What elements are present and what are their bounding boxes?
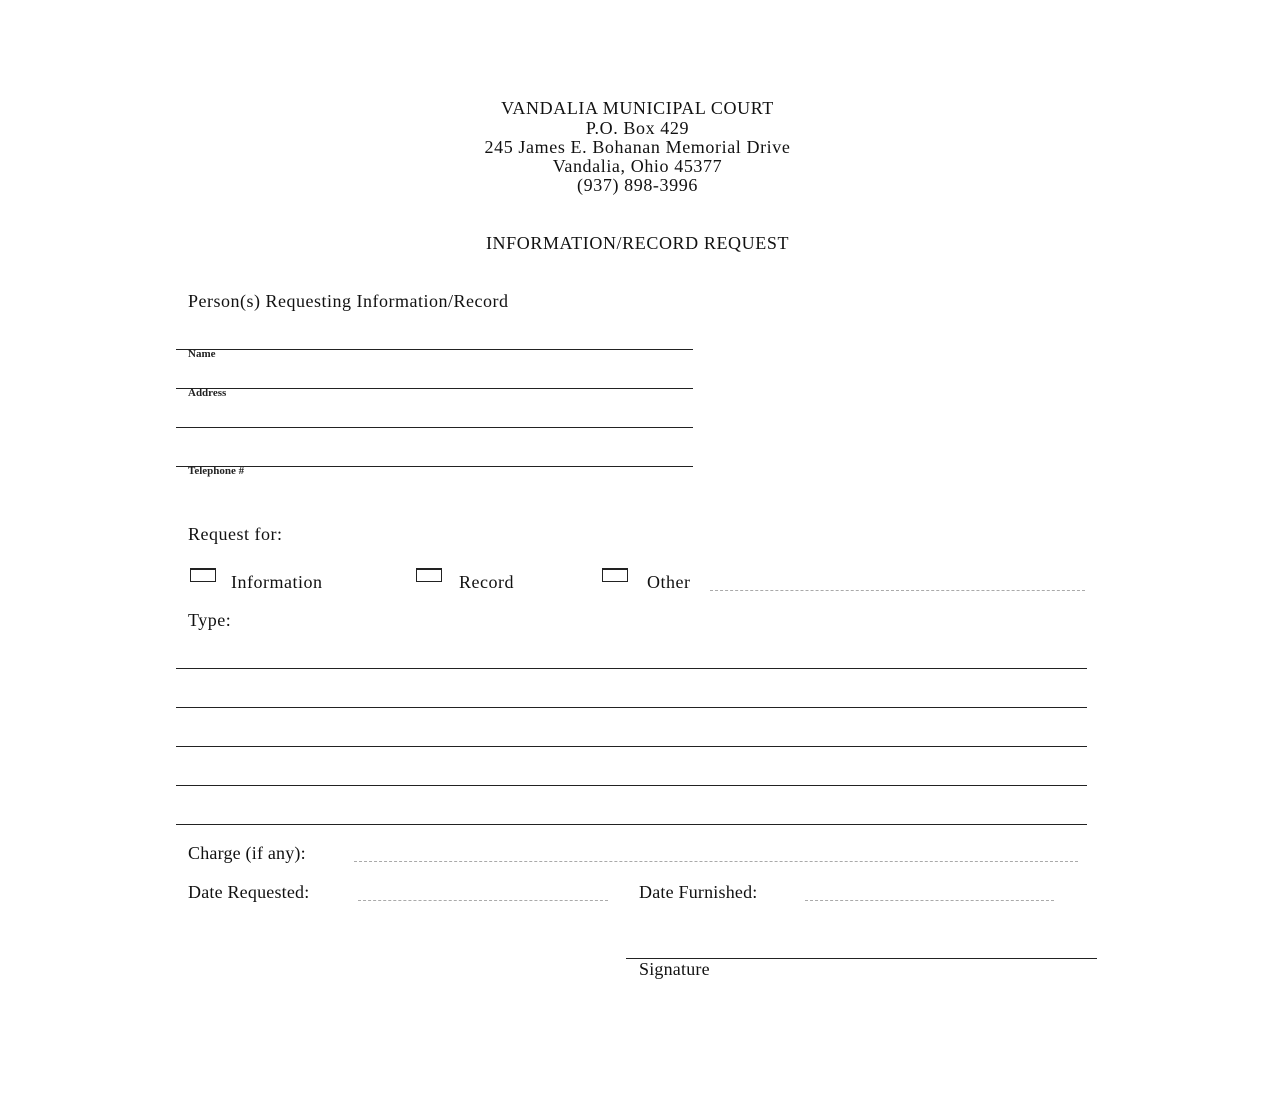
court-name: VANDALIA MUNICIPAL COURT [501,98,774,118]
address-field[interactable] [176,388,693,389]
other-option-label: Other [647,572,691,592]
telephone-label: Telephone # [188,465,245,477]
court-street: 245 James E. Bohanan Memorial Drive [484,137,791,157]
other-checkbox[interactable] [602,568,628,582]
type-field-line-2[interactable] [176,707,1087,708]
charge-label: Charge (if any): [188,843,306,863]
request-for-label: Request for: [188,524,283,544]
type-field-line-3[interactable] [176,746,1087,747]
record-option-label: Record [459,572,514,592]
court-city: Vandalia, Ohio 45377 [552,156,723,176]
address-field-line-2[interactable] [176,427,693,428]
type-label: Type: [188,610,232,630]
information-checkbox[interactable] [190,568,216,582]
telephone-field[interactable] [176,466,693,467]
date-furnished-label: Date Furnished: [639,882,758,902]
type-field-line-4[interactable] [176,785,1087,786]
record-checkbox[interactable] [416,568,442,582]
date-requested-field[interactable] [358,900,608,901]
date-furnished-field[interactable] [805,900,1054,901]
information-option-label: Information [231,572,323,592]
name-field[interactable] [176,349,693,350]
name-label: Name [188,348,216,360]
other-field[interactable] [710,590,1085,591]
type-field-line-5[interactable] [176,824,1087,825]
requester-section-label: Person(s) Requesting Information/Record [188,291,509,311]
date-requested-label: Date Requested: [188,882,310,902]
court-phone: (937) 898-3996 [577,175,698,195]
charge-field[interactable] [354,861,1078,862]
address-label: Address [188,387,227,399]
form-title: INFORMATION/RECORD REQUEST [485,233,790,253]
court-po-box: P.O. Box 429 [585,118,690,138]
signature-label: Signature [639,959,710,979]
type-field-line-1[interactable] [176,668,1087,669]
